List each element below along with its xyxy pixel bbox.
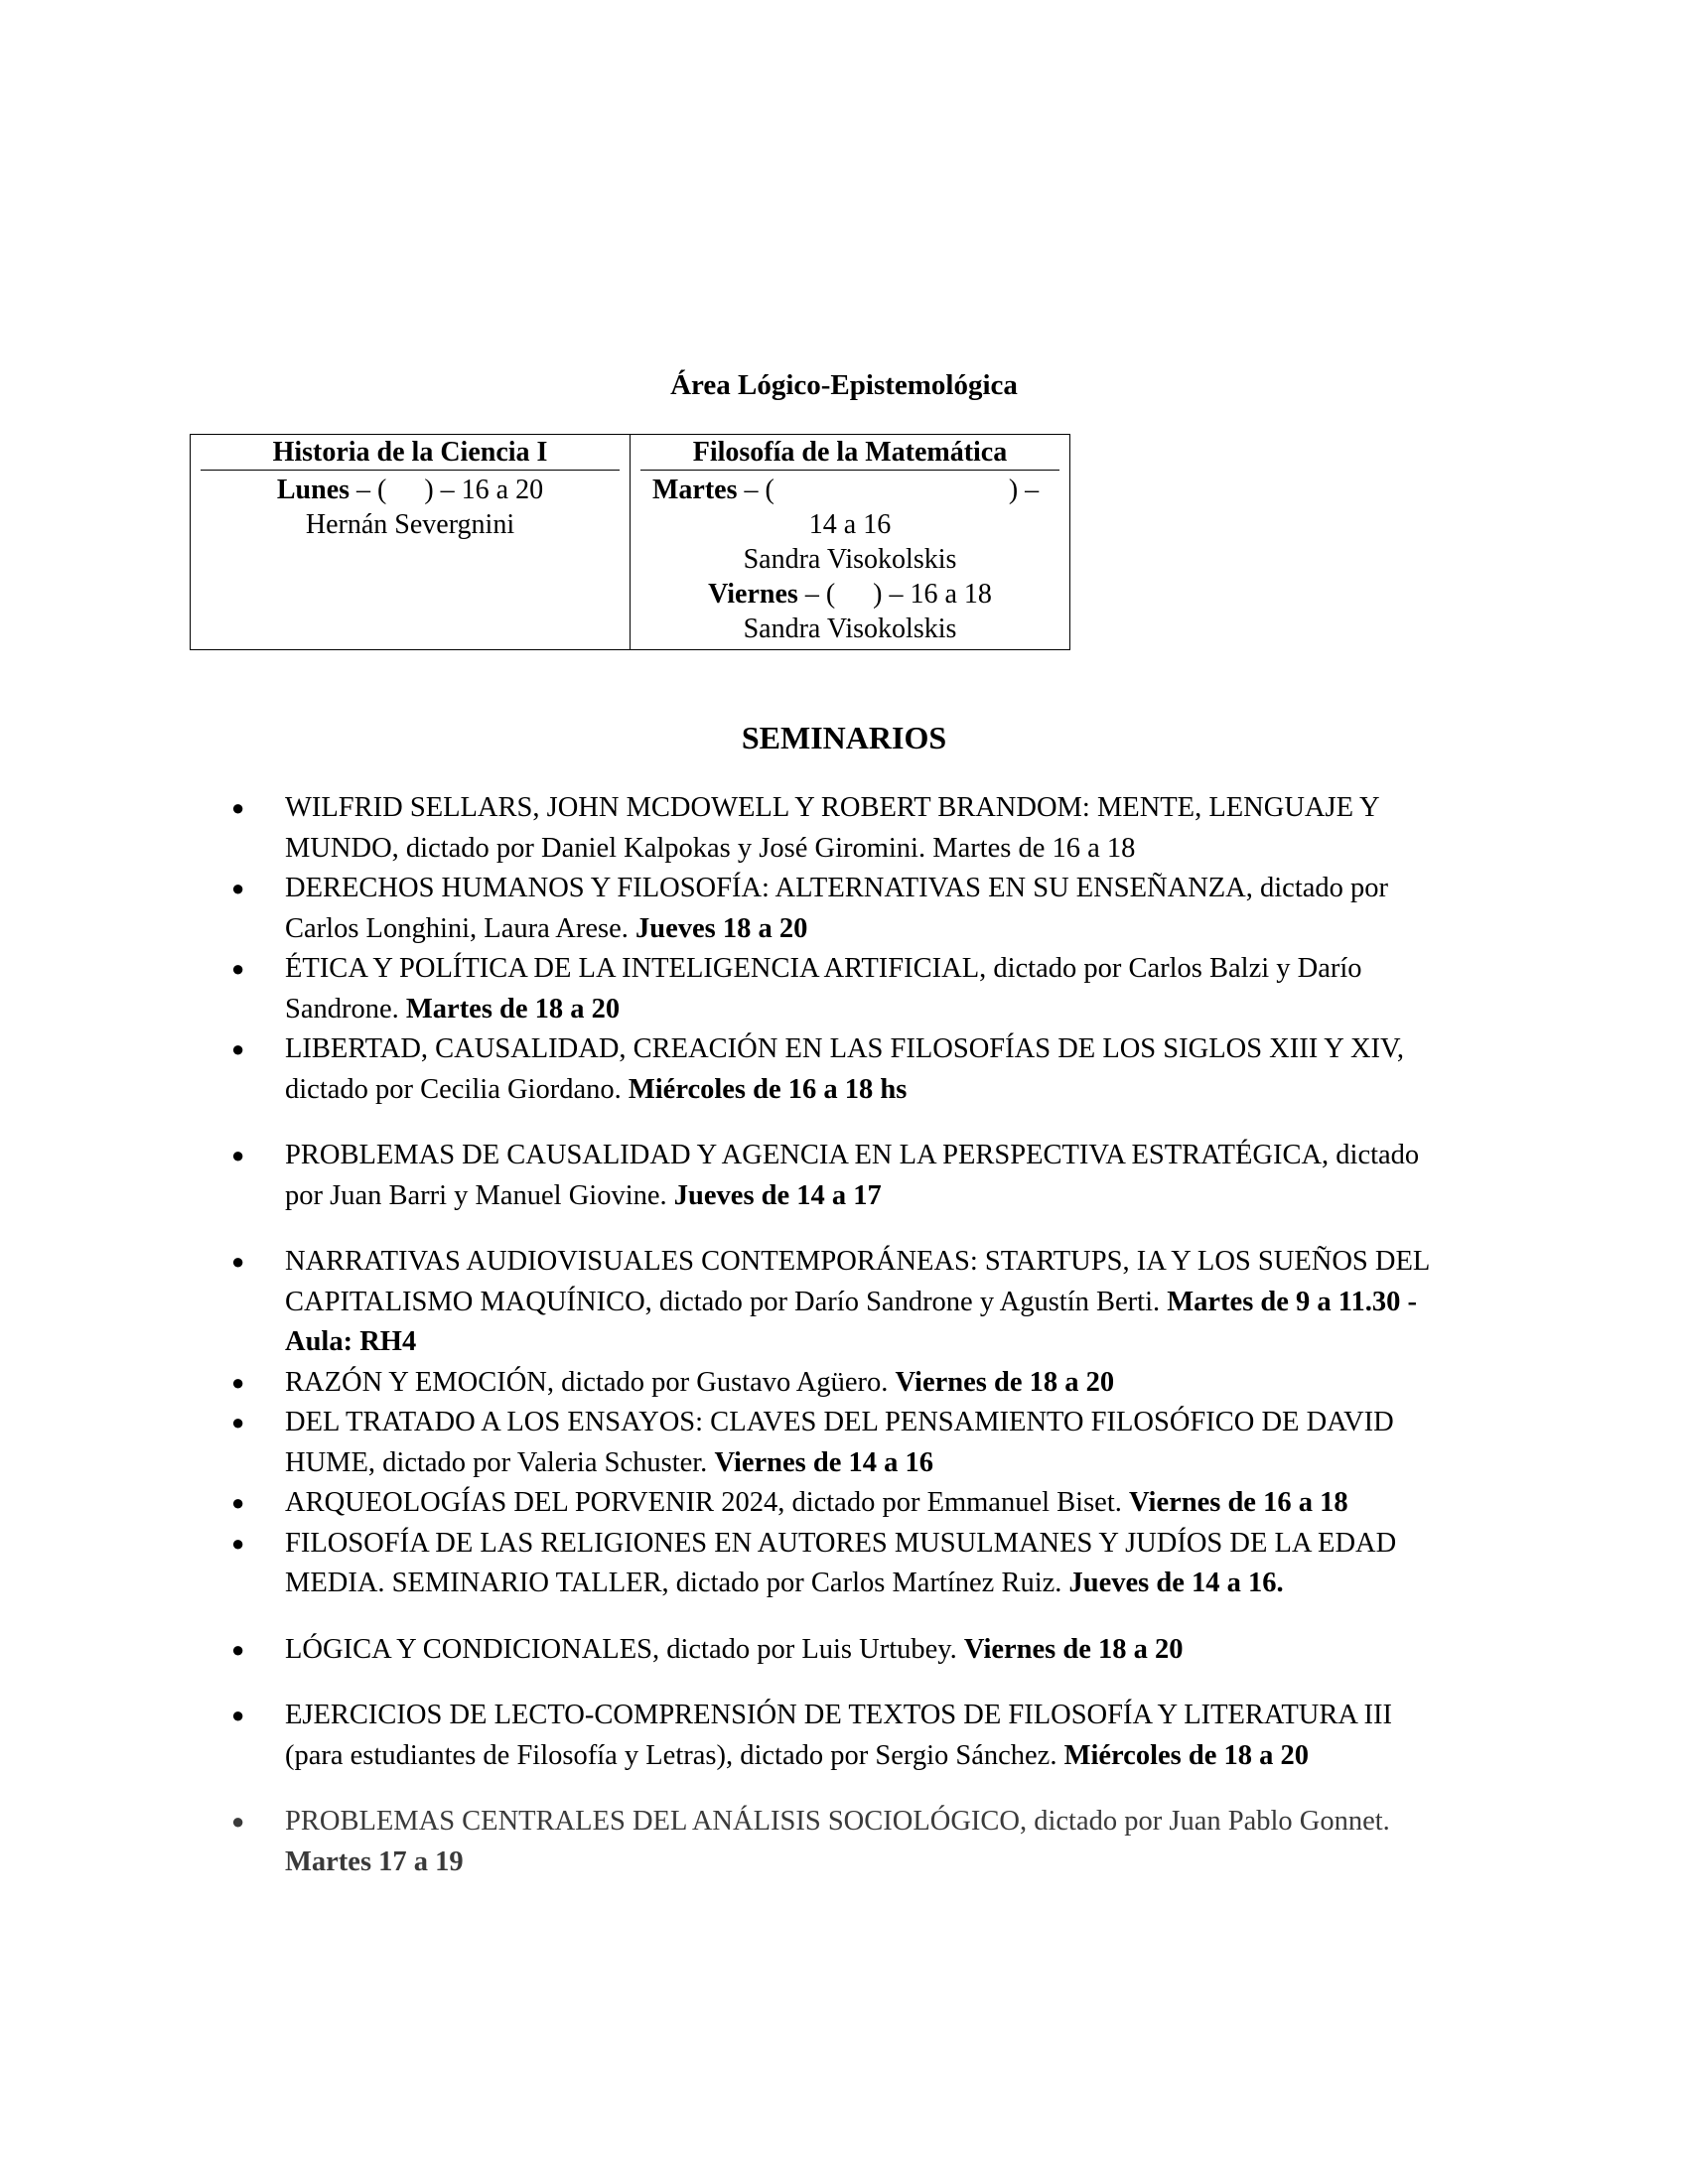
seminar-schedule: Martes de 9 a 11.30 - Aula: RH4 [285,1286,1417,1357]
seminar-schedule: Viernes de 18 a 20 [963,1633,1184,1665]
session-time-a: – ( [737,475,774,505]
seminar-text: ÉTICA Y POLÍTICA DE LA INTELIGENCIA ARTIFICIAL, dictado por Carlos Balzi y Darío Sandrone. [285,953,1362,1024]
seminar-text: EJERCICIOS DE LECTO-COMPRENSIÓN DE TEXTOS DE FILOSOFÍA Y LITERATURA III (para estudiantes de Filosofía y Letras), dictado por Sergio Sánchez. [285,1700,1392,1771]
bullet-icon: ● [231,956,245,981]
session-time-b: ) – 16 a 18 [873,579,992,610]
session-time-a: – ( [350,475,387,505]
seminar-text: ARQUEOLOGÍAS DEL PORVENIR 2024, dictado por Emmanuel Biset. [285,1487,1129,1518]
bullet-icon: ● [231,1809,245,1834]
course-name: Historia de la Ciencia I [201,435,620,471]
seminar-item [231,1363,1452,1404]
seminar-schedule: Jueves de 14 a 17 [673,1179,882,1211]
seminar-item [231,1630,1452,1671]
seminar-schedule: Viernes de 16 a 18 [1129,1487,1348,1518]
seminar-schedule: Martes de 18 a 20 [405,993,621,1024]
session-day: Lunes [276,475,351,505]
seminar-item [231,1524,1452,1604]
session-teacher: Sandra Visokolskis [743,614,957,644]
course-cell-matematica [631,435,1070,650]
seminar-item [231,949,1452,1029]
bullet-icon: ● [231,1249,245,1274]
course-name: Filosofía de la Matemática [640,435,1059,471]
seminar-text: RAZÓN Y EMOCIÓN, dictado por Gustavo Agüero. [285,1366,896,1398]
area-title: Área Lógico-Epistemológica [670,369,1018,401]
seminar-text: DEL TRATADO A LOS ENSAYOS: CLAVES DEL PENSAMIENTO FILOSÓFICO DE DAVID HUME, dictado por Valeria Schuster. [285,1407,1394,1478]
bullet-icon: ● [231,1530,245,1556]
seminar-schedule: Viernes de 14 a 16 [714,1446,934,1478]
course-cell-historia [191,435,631,650]
bullet-icon: ● [231,1410,245,1434]
session-day: Martes [652,475,738,505]
seminar-item [231,1242,1452,1363]
seminar-schedule: Viernes de 18 a 20 [895,1366,1115,1398]
bullet-icon: ● [231,876,245,900]
course-table [190,434,1070,650]
session-day: Viernes [708,579,798,610]
seminar-item [231,1403,1452,1483]
seminar-list [231,788,1452,1882]
seminar-schedule: Martes 17 a 19 [285,1845,464,1877]
seminar-item [231,869,1452,949]
seminar-text: LIBERTAD, CAUSALIDAD, CREACIÓN EN LAS FILOSOFÍAS DE LOS SIGLOS XIII Y XIV, dictado por Cecilia Giordano. [285,1033,1405,1105]
seminar-text: FILOSOFÍA DE LAS RELIGIONES EN AUTORES MUSULMANES Y JUDÍOS DE LA EDAD MEDIA. SEMINARIO TALLER, dictado por Carlos Martínez Ruiz. [285,1527,1397,1598]
session-teacher: Hernán Severgnini [305,509,515,540]
session-time-b: ) – [1008,475,1040,505]
seminar-text: PROBLEMAS CENTRALES DEL ANÁLISIS SOCIOLÓGICO, dictado por Juan Pablo Gonnet. [285,1806,1390,1837]
course-session [640,577,1059,612]
bullet-icon: ● [231,1369,245,1395]
bullet-icon: ● [231,1703,245,1727]
seminar-schedule: Miércoles de 16 a 18 hs [628,1073,908,1105]
seminar-schedule: Jueves de 14 a 16. [1068,1568,1284,1598]
seminar-text: LÓGICA Y CONDICIONALES, dictado por Luis Urtubey. [285,1633,964,1665]
seminar-item [231,1136,1452,1216]
seminar-text: NARRATIVAS AUDIOVISUALES CONTEMPORÁNEAS: STARTUPS, IA Y LOS SUEÑOS DEL CAPITALISMO MAQUÍNICO, dictado por Darío Sandrone y Agustín Berti. [285,1246,1430,1317]
session-time: 14 a 16 [808,509,892,540]
seminar-schedule: Miércoles de 18 a 20 [1063,1739,1309,1771]
seminar-schedule: Jueves 18 a 20 [635,912,808,944]
seminar-item [231,1802,1452,1882]
seminar-text: PROBLEMAS DE CAUSALIDAD Y AGENCIA EN LA PERSPECTIVA ESTRATÉGICA, dictado por Juan Barri y Manuel Giovine. [285,1140,1420,1211]
seminar-item [231,788,1452,869]
session-time-b: ) – 16 a 20 [424,475,544,505]
bullet-icon: ● [231,1490,245,1515]
session-teacher: Sandra Visokolskis [743,544,957,575]
bullet-icon: ● [231,1636,245,1662]
session-time-a: – ( [797,579,836,610]
seminar-text: WILFRID SELLARS, JOHN MCDOWELL Y ROBERT BRANDOM: MENTE, LENGUAJE Y MUNDO, dictado por Daniel Kalpokas y José Giromini. Martes de 16 a 18 [285,792,1379,864]
course-row [191,435,1070,650]
bullet-icon: ● [231,1143,245,1167]
seminar-item [231,1483,1452,1524]
bullet-icon: ● [231,795,245,820]
bullet-icon: ● [231,1036,245,1061]
seminar-item [231,1029,1452,1110]
course-session [640,473,1059,507]
seminar-text: DERECHOS HUMANOS Y FILOSOFÍA: ALTERNATIVAS EN SU ENSEÑANZA, dictado por Carlos Longhini, Laura Arese. [285,873,1389,944]
seminars-title: SEMINARIOS [741,720,947,755]
seminar-item [231,1696,1452,1776]
course-session [201,473,620,507]
